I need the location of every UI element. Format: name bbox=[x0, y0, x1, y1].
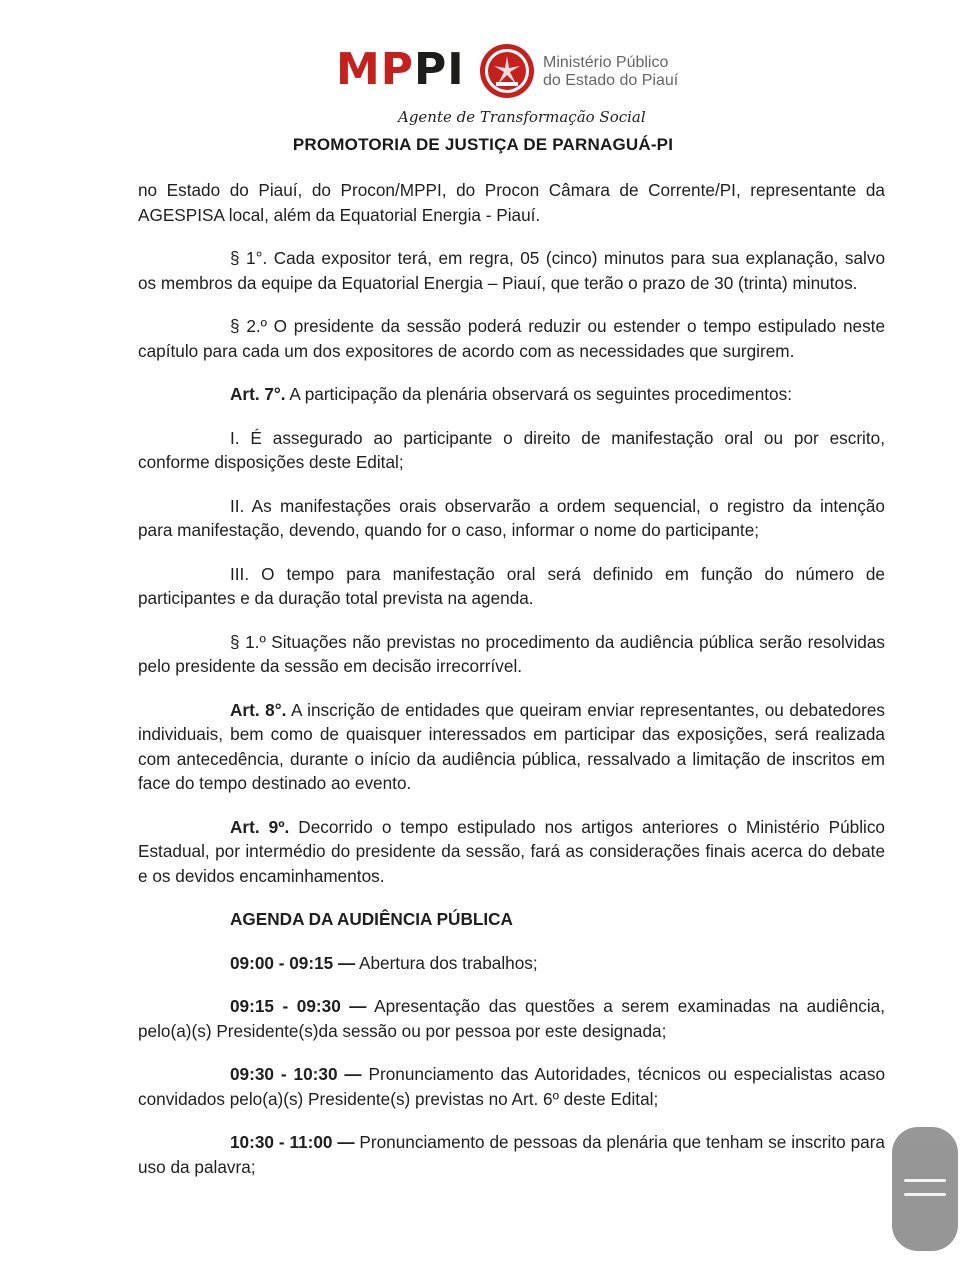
org-name-line2: do Estado do Piauí bbox=[543, 72, 679, 89]
paragraph-text: Pronunciamento das Autoridades, técnicos ou especialistas acaso convidados pelo(a)(s) Presidente(s) previstas no Art. 6º deste Edital; bbox=[138, 1064, 885, 1109]
paragraph bbox=[138, 562, 885, 611]
paragraph bbox=[138, 494, 885, 543]
paragraph bbox=[138, 815, 885, 889]
paragraph bbox=[138, 246, 885, 295]
paragraph-text: § 1°. Cada expositor terá, em regra, 05 (cinco) minutos para sua explanação, salvo os membros da equipe da Equatorial Energia – Piauí, que terão o prazo de 30 (trinta) minutos. bbox=[138, 248, 885, 293]
paragraph-text: II. As manifestações orais observarão a ordem sequencial, o registro da intenção para manifestação, devendo, quando for o caso, informar o nome do participante; bbox=[138, 495, 885, 540]
paragraph bbox=[138, 382, 885, 407]
promotoria-title: PROMOTORIA DE JUSTIÇA DE PARNAGUÁ-PI bbox=[292, 135, 674, 154]
paragraph-text: no Estado do Piauí, do Procon/MPPI, do Procon Câmara de Corrente/PI, representante da AGESPISA local, além da Equatorial Energia - Piauí. bbox=[138, 180, 885, 225]
paragraph-text: A inscrição de entidades que queiram enviar representantes, ou debatedores individuais, bem como de quaisquer interessados em participar das exposições, será realizada com antecedência, durante o início da audiência pública, ressalvado a limitação de inscritos em face do tempo destinado ao evento. bbox=[138, 699, 885, 793]
org-name-line1: Ministério Público bbox=[543, 54, 669, 71]
scroll-handle-line bbox=[904, 1193, 946, 1196]
mppi-logo bbox=[336, 44, 465, 95]
paragraph-text: Decorrido o tempo estipulado nos artigos anteriores o Ministério Público Estadual, por intermédio do presidente da sessão, fará as considerações finais acerca do debate e os devidos encaminhamentos. bbox=[138, 816, 885, 886]
paragraph-text: A participação da plenária observará os seguintes procedimentos: bbox=[285, 384, 792, 404]
paragraph-text: § 2.º O presidente da sessão poderá reduzir ou estender o tempo estipulado neste capítulo para cada um dos expositores de acordo com as necessidades que surgirem. bbox=[138, 316, 885, 361]
org-name bbox=[543, 54, 678, 90]
paragraph-bold-lead: AGENDA DA AUDIÊNCIA PÚBLICA bbox=[230, 909, 513, 929]
paragraph-text: III. O tempo para manifestação oral será definido em função do número de participantes e da duração total prevista na agenda. bbox=[138, 563, 885, 608]
mppi-seal-icon bbox=[478, 42, 536, 100]
paragraph-text: § 1.º Situações não previstas no procedimento da audiência pública serão resolvidas pelo presidente da sessão em decisão irrecorrível. bbox=[138, 631, 885, 676]
paragraph-text: Apresentação das questões a serem examinadas na audiência, pelo(a)(s) Presidente(s)da sessão ou por pessoa por este designada; bbox=[138, 996, 885, 1041]
paragraph-text: I. É assegurado ao participante o direito de manifestação oral ou por escrito, conforme disposições deste Edital; bbox=[138, 427, 885, 472]
logo-mp-text: MP bbox=[336, 44, 415, 95]
paragraph-bold-lead: Art. 7°. bbox=[230, 384, 286, 404]
paragraph-bold-lead: 09:00 - 09:15 — bbox=[230, 952, 356, 973]
paragraph bbox=[138, 907, 885, 932]
paragraph bbox=[138, 1130, 885, 1179]
paragraph bbox=[138, 314, 885, 363]
logo-pi-text: PI bbox=[414, 44, 465, 95]
paragraph bbox=[138, 951, 885, 976]
paragraph-bold-lead: 09:30 - 10:30 — bbox=[230, 1064, 362, 1084]
slogan: Agente de Transformação Social bbox=[398, 108, 646, 126]
paragraph-bold-lead: 10:30 - 11:00 — bbox=[230, 1132, 355, 1152]
paragraph bbox=[138, 994, 885, 1043]
paragraph-text: Pronunciamento de pessoas da plenária que tenham se inscrito para uso da palavra; bbox=[138, 1132, 885, 1177]
paragraph bbox=[138, 178, 885, 227]
paragraph bbox=[138, 698, 885, 796]
document-header bbox=[0, 20, 966, 126]
paragraph bbox=[138, 426, 885, 475]
paragraph-bold-lead: Art. 8°. bbox=[230, 699, 287, 720]
paragraph-bold-lead: Art. 9º. bbox=[230, 816, 290, 837]
paragraph-text: Abertura dos trabalhos; bbox=[355, 952, 538, 973]
document-body bbox=[138, 178, 885, 1198]
paragraph-bold-lead: 09:15 - 09:30 — bbox=[230, 996, 367, 1016]
scroll-handle-icon[interactable] bbox=[892, 1127, 958, 1251]
paragraph bbox=[138, 630, 885, 679]
paragraph bbox=[138, 1062, 885, 1111]
scroll-handle-line bbox=[904, 1179, 946, 1182]
